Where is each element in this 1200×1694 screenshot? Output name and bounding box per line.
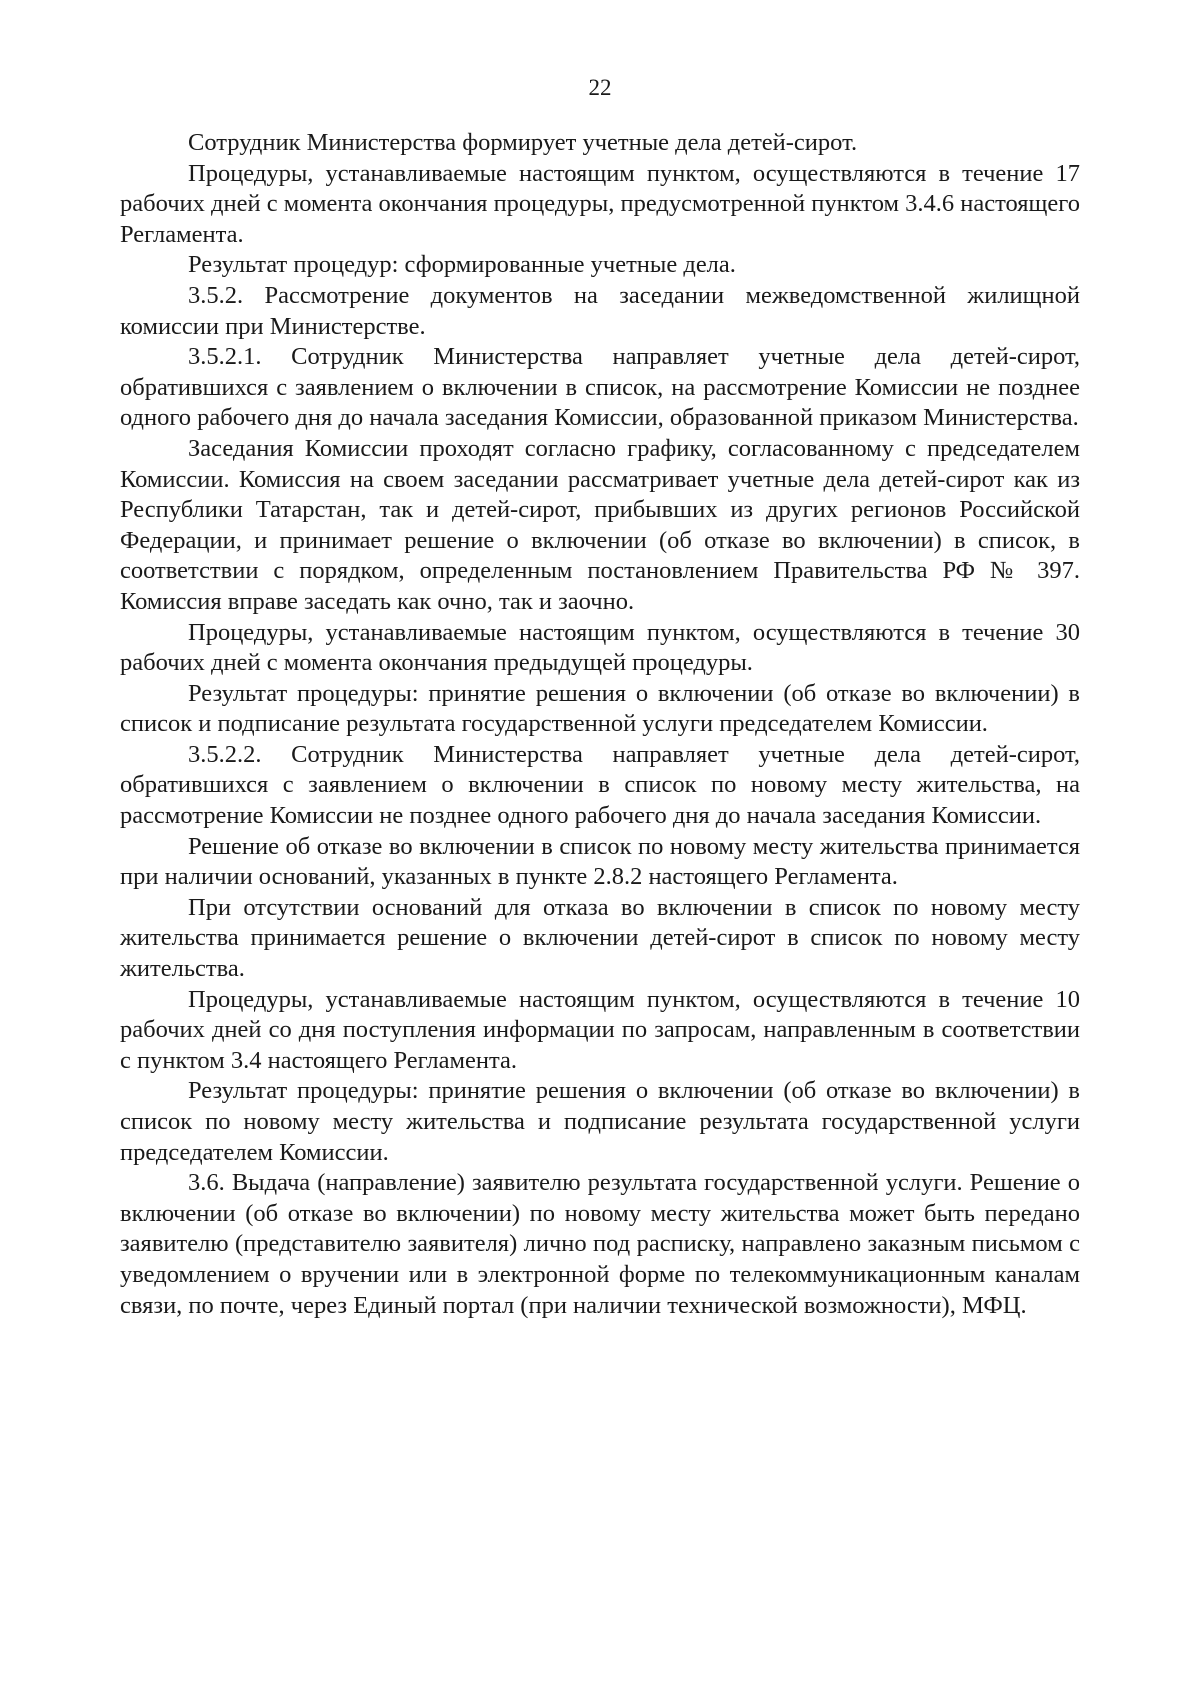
paragraph-7: Процедуры, устанавливаемые настоящим пунктом, осуществляются в течение 30 рабочих дней с момента окончания предыдущей процедуры. xyxy=(120,618,1080,677)
paragraph-8: Результат процедуры: принятие решения о включении (об отказе во включении) в список и подписание результата государственной услуги председателем Комиссии. xyxy=(120,679,1080,738)
paragraph-3: Результат процедур: сформированные учетные дела. xyxy=(188,251,736,279)
section-3-6: 3.6. Выдача (направление) заявителю результата государственной услуги. Решение о включении (об отказе во включении) по новому месту жительства может быть передано заявителю (представителю заявителя) лично под расписку, направлено заказным письмом с уведомлением о вручении или в электронной форме по телекоммуникационным каналам связи, по почте, через Единый портал (при наличии технической возможности), МФЦ. xyxy=(120,1169,1080,1319)
page-number: 22 xyxy=(588,75,612,100)
paragraph-11: При отсутствии оснований для отказа во включении в список по новому месту жительства принимается решение о включении детей-сирот в список по новому месту жительства. xyxy=(120,893,1080,983)
paragraph-3-5-2-1: 3.5.2.1. Сотрудник Министерства направляет учетные дела детей-сирот, обратившихся с заявлением о включении в список, на рассмотрение Комиссии не позднее одного рабочего дня до начала заседания Комиссии, образованной приказом Министерства. xyxy=(120,343,1080,432)
section-heading-3-5-2: 3.5.2. Рассмотрение документов на заседании межведомственной жилищной комиссии при Министерстве. xyxy=(120,281,1080,340)
paragraph-13: Результат процедуры: принятие решения о включении (об отказе во включении) в список по новому месту жительства и подписание результата государственной услуги председателем Комиссии. xyxy=(120,1077,1080,1166)
paragraph-10: Решение об отказе во включении в список по новому месту жительства принимается при наличии оснований, указанных в пункте 2.8.2 настоящего Регламента. xyxy=(120,832,1080,891)
paragraph-1: Сотрудник Министерства формирует учетные дела детей-сирот. xyxy=(188,129,858,156)
paragraph-2: Процедуры, устанавливаемые настоящим пунктом, осуществляются в течение 17 рабочих дней с момента окончания процедуры, предусмотренной пунктом 3.4.6 настоящего Регламента. xyxy=(120,159,1080,248)
paragraph-3-5-2-2: 3.5.2.2. Сотрудник Министерства направляет учетные дела детей-сирот, обратившихся с заявлением о включении в список по новому месту жительства, на рассмотрение Комиссии не позднее одного рабочего дня до начала заседания Комиссии. xyxy=(120,740,1080,830)
paragraph-12: Процедуры, устанавливаемые настоящим пунктом, осуществляются в течение 10 рабочих дней со дня поступления информации по запросам, направленным в соответствии с пунктом 3.4 настоящего Регламента. xyxy=(120,985,1080,1074)
paragraph-6: Заседания Комиссии проходят согласно графику, согласованному с председателем Комиссии. Комиссия на своем заседании рассматривает учетные дела детей-сирот как из Республики Татарстан, так и детей-сирот, прибывших из других регионов Российской Федерации, и принимает решение о включении (об отказе во включении) в список, в соответствии с порядком, определенным постановлением Правительства РФ № 397. Комиссия вправе заседать как очно, так и заочно. xyxy=(120,434,1080,615)
document-body xyxy=(120,128,1080,1321)
